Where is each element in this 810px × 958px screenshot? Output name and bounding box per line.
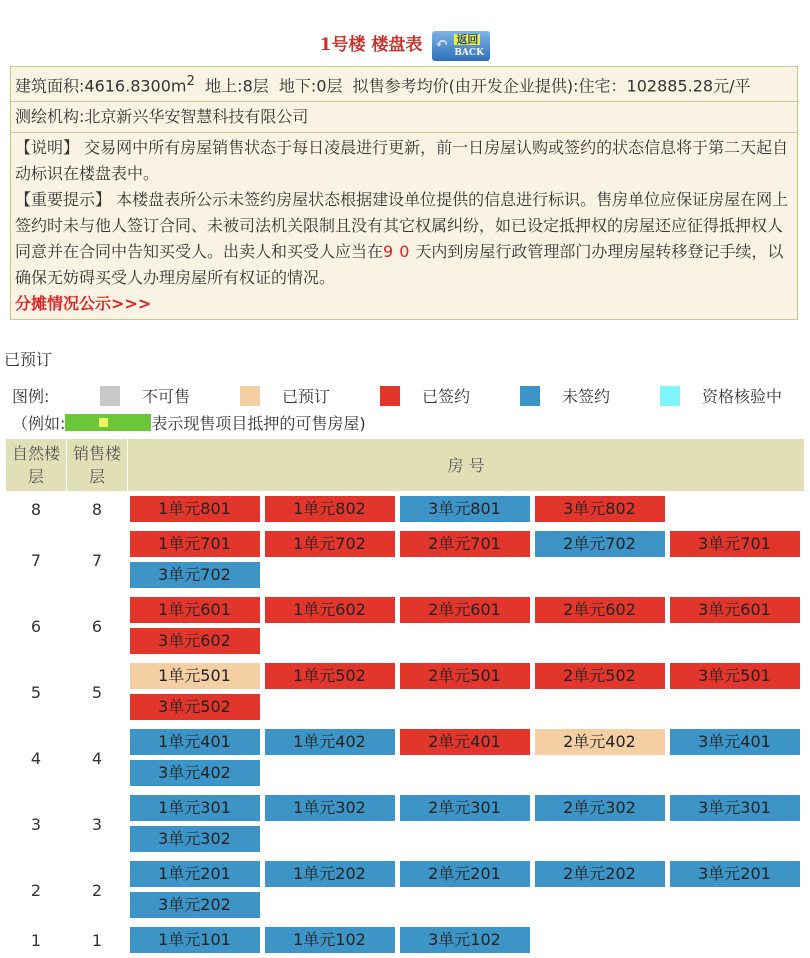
room-unsigned[interactable]: 2单元702 xyxy=(535,531,665,557)
room-unsigned[interactable]: 3单元201 xyxy=(670,861,800,887)
room-signed[interactable]: 3单元501 xyxy=(670,663,800,689)
unit-table xyxy=(5,438,805,958)
rooms-cell xyxy=(128,923,805,958)
legend-label: 已签约 xyxy=(422,387,471,406)
room-signed[interactable]: 1单元701 xyxy=(130,531,260,557)
legend-item xyxy=(520,384,660,407)
sale-floor: 1 xyxy=(91,931,103,950)
floor-row xyxy=(6,659,805,725)
room-unsigned[interactable]: 2单元301 xyxy=(400,795,530,821)
legend-label: 图例: xyxy=(12,387,50,406)
room-unsigned[interactable]: 2单元302 xyxy=(535,795,665,821)
back-button[interactable] xyxy=(432,31,490,61)
floor-row xyxy=(6,593,805,659)
avg-price: 拟售参考均价(由开发企业提供):住宅：102885.28元/平 xyxy=(352,76,751,96)
floor-row xyxy=(6,857,805,923)
survey-agency: 测绘机构:北京新兴华安智慧科技有限公司 xyxy=(11,102,797,133)
room-unsigned[interactable]: 1单元402 xyxy=(265,729,395,755)
room-unsigned[interactable]: 3单元401 xyxy=(670,729,800,755)
legend-item xyxy=(380,384,520,407)
room-unsigned[interactable]: 3单元301 xyxy=(670,795,800,821)
note-text: 交易网中所有房屋销售状态于每日凌晨进行更新，前一日房屋认购或签约的状态信息将于第二天起自动标识在楼盘表中。 xyxy=(15,138,789,184)
status-text: 已预订 xyxy=(4,350,53,369)
room-unsigned[interactable]: 1单元101 xyxy=(130,927,260,953)
legend-item xyxy=(100,384,240,407)
tip-label: 【重要提示】 xyxy=(15,190,112,210)
floor-row xyxy=(6,492,805,528)
room-signed[interactable]: 2单元502 xyxy=(535,663,665,689)
room-unsigned[interactable]: 1单元401 xyxy=(130,729,260,755)
area: 建筑面积:4616.8300m xyxy=(15,76,187,96)
room-unsigned[interactable]: 3单元302 xyxy=(130,826,260,852)
room-signed[interactable]: 1单元702 xyxy=(265,531,395,557)
legend-label: 已预订 xyxy=(282,387,331,406)
rooms-cell xyxy=(128,725,805,791)
rooms-cell xyxy=(128,593,805,659)
sale-floor: 8 xyxy=(91,500,103,519)
legend-swatch xyxy=(240,386,260,406)
sale-floor: 7 xyxy=(91,550,103,570)
natural-floor: 5 xyxy=(30,682,42,702)
legend-swatch xyxy=(520,386,540,406)
natural-floor: 6 xyxy=(30,616,42,636)
room-unsigned[interactable]: 1单元302 xyxy=(265,795,395,821)
room-reserved[interactable]: 2单元402 xyxy=(535,729,665,755)
floors-above: 地上:8层 xyxy=(205,76,269,96)
header-room-no: 房 号 xyxy=(128,439,805,492)
page-title xyxy=(0,30,810,61)
info-box xyxy=(10,66,798,320)
room-unsigned[interactable]: 2单元201 xyxy=(400,861,530,887)
rooms-cell xyxy=(128,791,805,857)
room-signed[interactable]: 3单元802 xyxy=(535,496,665,522)
room-signed[interactable]: 2单元501 xyxy=(400,663,530,689)
header-natural-floor: 自然楼层 xyxy=(6,439,67,492)
room-unsigned[interactable]: 3单元102 xyxy=(400,927,530,953)
legend-swatch xyxy=(380,386,400,406)
back-en: BACK xyxy=(454,47,484,58)
legend-label: 资格核验中 xyxy=(702,387,783,406)
sale-floor: 5 xyxy=(91,682,103,702)
room-unsigned[interactable]: 2单元202 xyxy=(535,861,665,887)
room-signed[interactable]: 2单元401 xyxy=(400,729,530,755)
room-signed[interactable]: 1单元602 xyxy=(265,597,395,623)
rooms-cell xyxy=(128,659,805,725)
room-signed[interactable]: 2单元602 xyxy=(535,597,665,623)
sale-floor: 3 xyxy=(91,814,103,834)
example-suffix: 表示现售项目抵押的可售房屋) xyxy=(151,414,366,433)
tip-days: 90 xyxy=(383,242,416,262)
room-signed[interactable]: 1单元601 xyxy=(130,597,260,623)
room-signed[interactable]: 3单元701 xyxy=(670,531,800,557)
tip-text-2: 天内到房屋行政管理部门办理房屋转移登记手续，以确保无妨碍买受人办理房屋所有权证的情况。 xyxy=(15,242,784,288)
sale-floor: 2 xyxy=(91,880,103,900)
legend-item xyxy=(660,384,790,407)
room-signed[interactable]: 1单元502 xyxy=(265,663,395,689)
sale-floor: 4 xyxy=(91,748,103,768)
natural-floor: 4 xyxy=(30,748,42,768)
share-link[interactable]: 分摊情况公示>>> xyxy=(15,294,152,314)
mortgage-swatch xyxy=(65,414,151,431)
room-unsigned[interactable]: 3单元702 xyxy=(130,562,260,588)
example-prefix: （例如: xyxy=(12,414,66,433)
room-signed[interactable]: 2单元701 xyxy=(400,531,530,557)
note-label: 【说明】 xyxy=(15,138,80,158)
room-signed[interactable]: 1单元801 xyxy=(130,496,260,522)
room-reserved[interactable]: 1单元501 xyxy=(130,663,260,689)
area-sup: 2 xyxy=(186,74,195,89)
legend-item xyxy=(240,384,380,407)
title-text: 1号楼 楼盘表 xyxy=(319,35,423,55)
floor-row xyxy=(6,923,805,958)
rooms-cell xyxy=(128,492,805,528)
tip-text: 本楼盘表所公示未签约房屋状态根据建设单位提供的信息进行标识。售房单位应保证房屋在网上签约时未与他人签订合同、未被司法机关限制且没有其它权属纠纷，如已设定抵押权的房屋还应征得抵押权人同意并在合同中告知买受人。出卖人和买受人应当在 xyxy=(15,190,789,262)
legend-label: 不可售 xyxy=(142,387,191,406)
natural-floor: 3 xyxy=(30,814,42,834)
room-unsigned[interactable]: 3单元801 xyxy=(400,496,530,522)
sale-floor: 6 xyxy=(91,616,103,636)
legend xyxy=(12,384,790,407)
room-unsigned[interactable]: 3单元402 xyxy=(130,760,260,786)
back-cn: 返回 xyxy=(456,32,479,46)
legend-label: 未签约 xyxy=(562,387,611,406)
floor-row xyxy=(6,527,805,593)
floors-below: 地下:0层 xyxy=(278,76,343,96)
legend-swatch xyxy=(660,386,680,406)
room-signed[interactable]: 1单元802 xyxy=(265,496,395,522)
room-signed[interactable]: 2单元601 xyxy=(400,597,530,623)
rooms-cell xyxy=(128,527,805,593)
floor-row xyxy=(6,725,805,791)
natural-floor: 1 xyxy=(30,931,42,950)
building-stats xyxy=(11,67,797,102)
room-unsigned[interactable]: 3单元202 xyxy=(130,892,260,918)
rooms-cell xyxy=(128,857,805,923)
room-unsigned[interactable]: 1单元102 xyxy=(265,927,395,953)
natural-floor: 2 xyxy=(30,880,42,900)
room-unsigned[interactable]: 1单元202 xyxy=(265,861,395,887)
natural-floor: 7 xyxy=(30,550,42,570)
notes xyxy=(11,133,797,319)
back-arrow-icon: ↶ xyxy=(435,33,449,53)
example-note xyxy=(12,411,366,434)
room-unsigned[interactable]: 1单元301 xyxy=(130,795,260,821)
room-signed[interactable]: 3单元602 xyxy=(130,628,260,654)
legend-swatch xyxy=(100,386,120,406)
header-sale-floor: 销售楼层 xyxy=(67,439,128,492)
room-signed[interactable]: 3单元502 xyxy=(130,694,260,720)
room-signed[interactable]: 3单元601 xyxy=(670,597,800,623)
floor-row xyxy=(6,791,805,857)
natural-floor: 8 xyxy=(30,500,42,519)
room-unsigned[interactable]: 1单元201 xyxy=(130,861,260,887)
